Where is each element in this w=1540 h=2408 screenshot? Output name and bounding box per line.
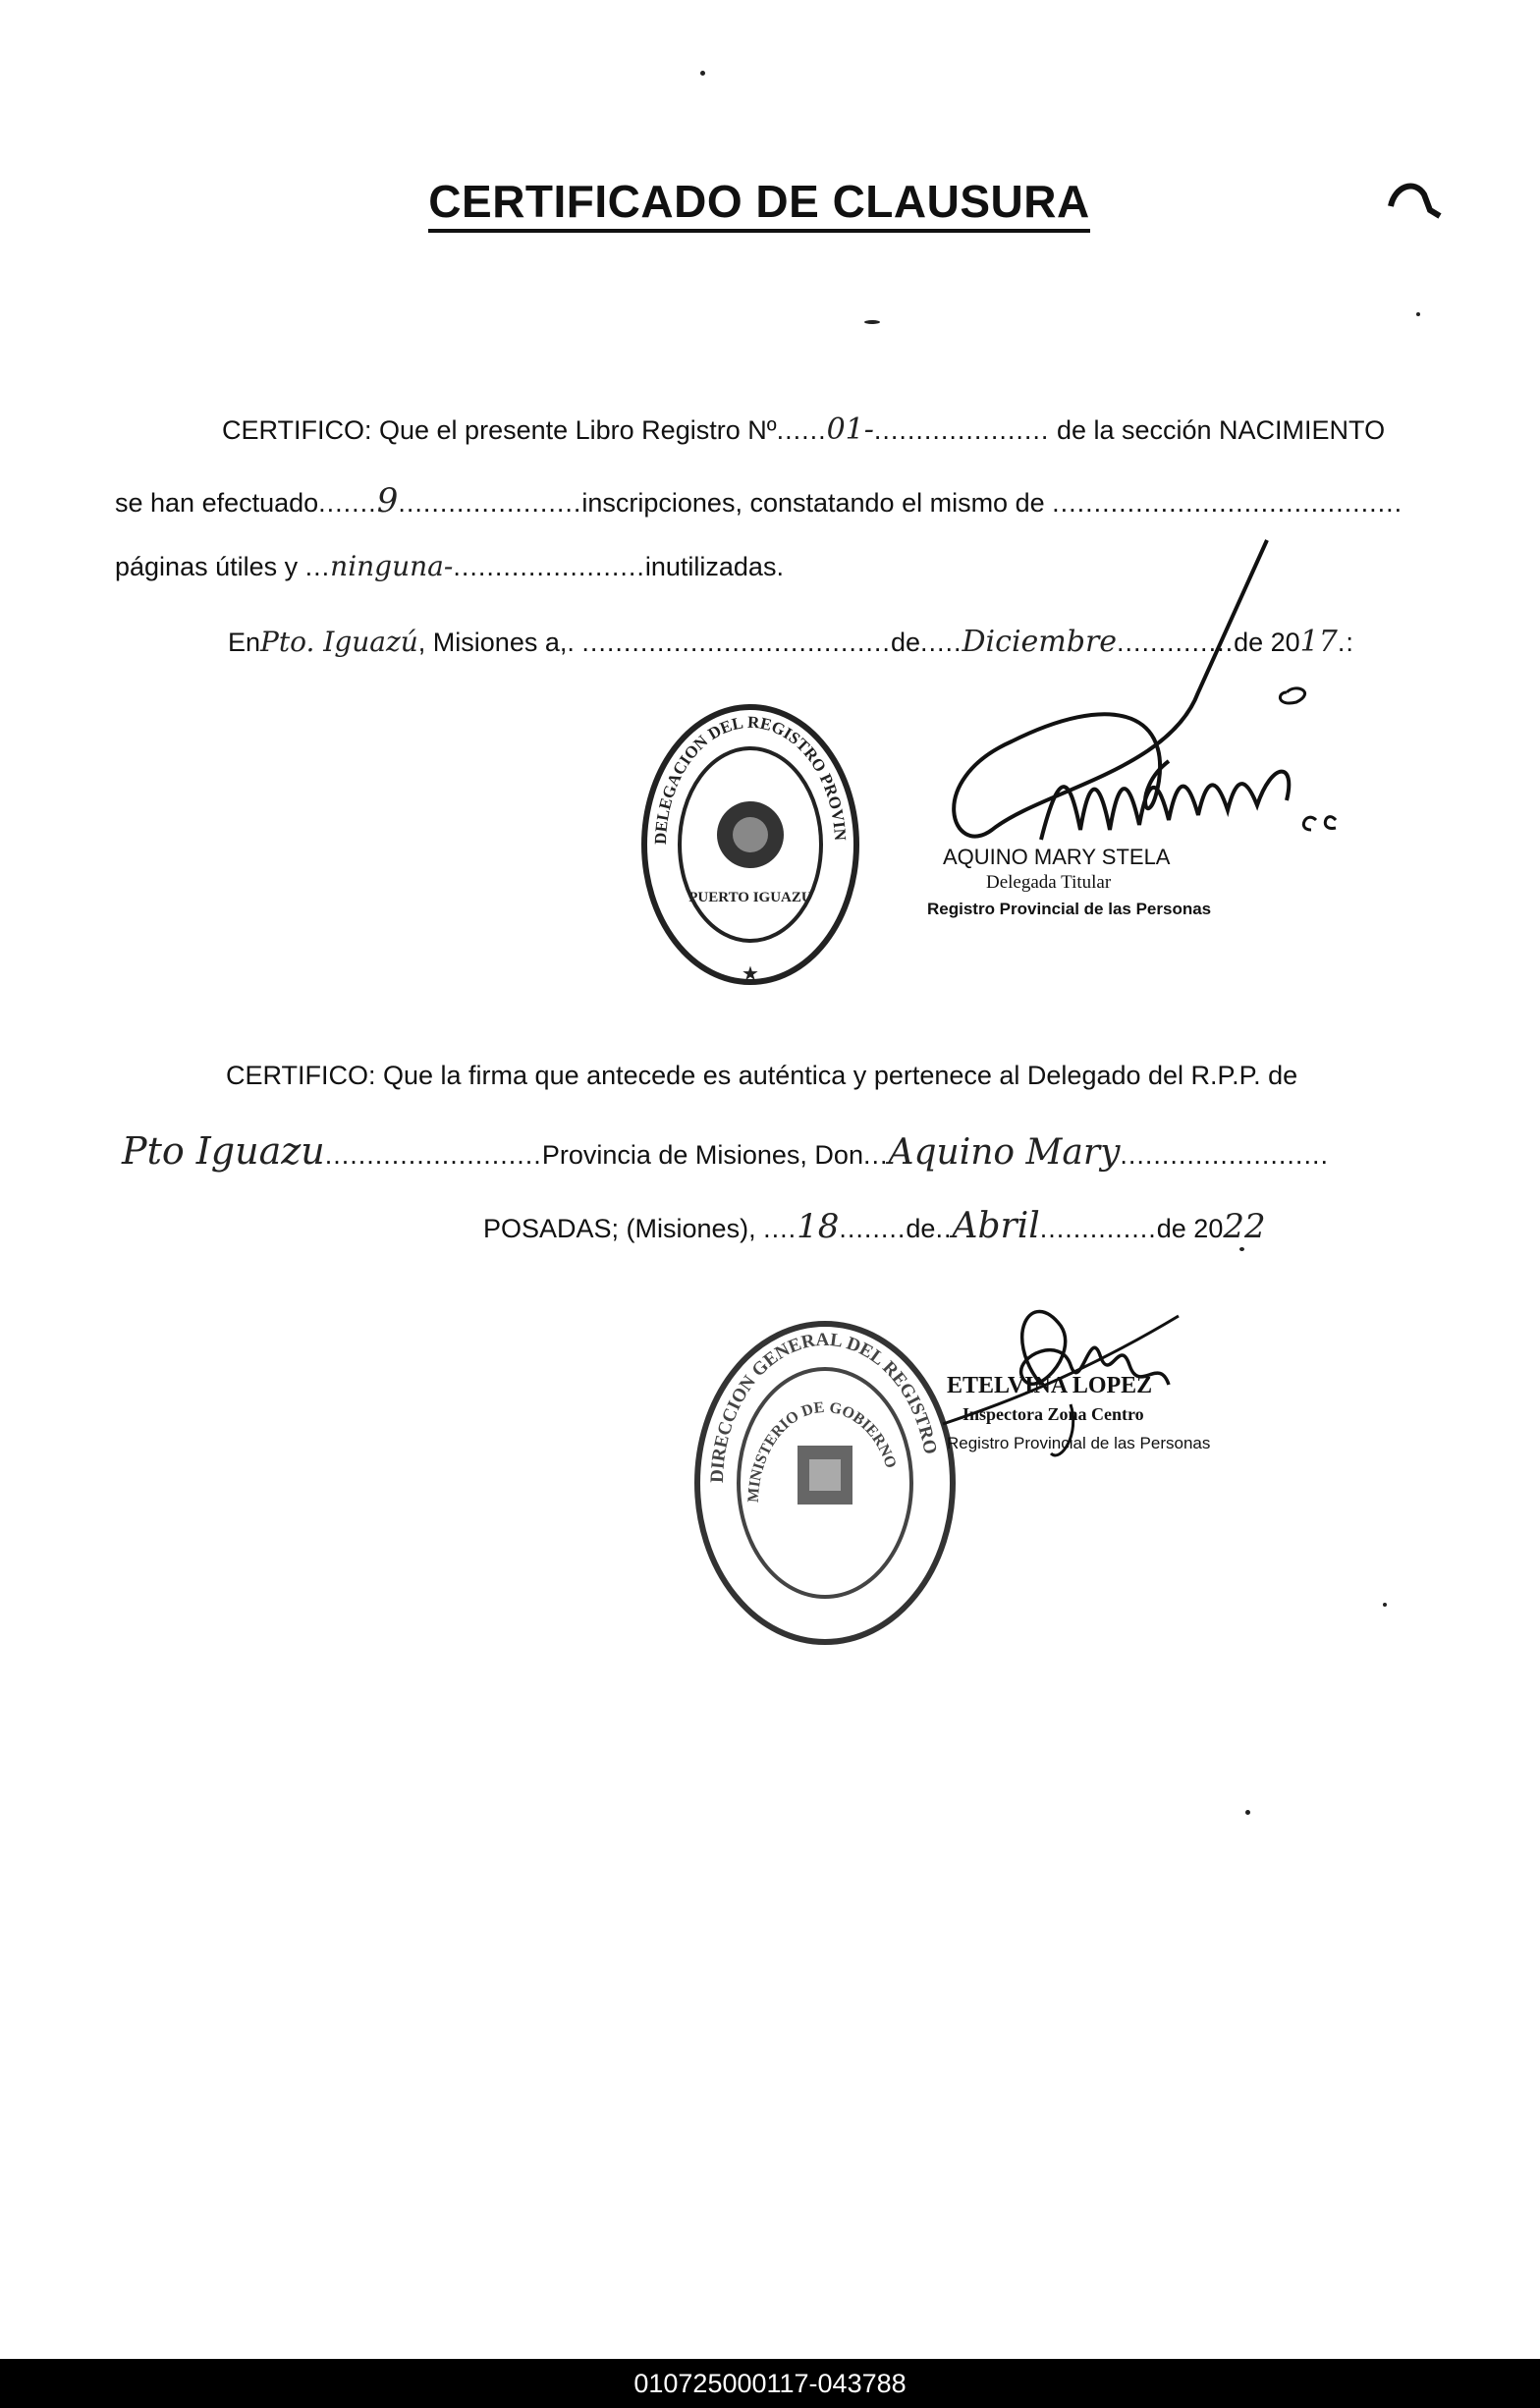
handwritten-registro-number: 01- <box>826 412 874 447</box>
footer-code-bar <box>0 2359 1540 2408</box>
handwritten-inscripciones-count: 9 <box>376 481 399 520</box>
handwritten-place: Pto. Iguazú <box>260 626 418 658</box>
signature2-org: Registro Provincial de las Personas <box>947 1434 1211 1452</box>
stamp2-ring-text: DIRECCION GENERAL DEL REGISTRO <box>706 1329 941 1484</box>
speck <box>1416 312 1420 316</box>
signature-aquino <box>933 535 1355 859</box>
cert2-line1: CERTIFICO: Que la firma que antecede es auténtica y pertenece al Delegado del R.P.P. de <box>226 1061 1298 1090</box>
document-title: CERTIFICADO DE CLAUSURA <box>0 175 1540 228</box>
signature2-name: ETELVINA LOPEZ <box>947 1373 1153 1398</box>
stamp-delegacion <box>630 684 864 994</box>
handwritten-place-2: Pto Iguazu <box>122 1129 325 1173</box>
signature1-name: AQUINO MARY STELA <box>943 845 1171 869</box>
stamp-direccion <box>688 1316 962 1650</box>
signature1-role: Delegada Titular <box>986 872 1112 893</box>
handwritten-year: 17 <box>1299 625 1338 659</box>
svg-text:★: ★ <box>742 963 759 985</box>
stamp2-inner-text: MINISTERIO DE GOBIERNO <box>744 1398 900 1504</box>
speck <box>1383 1603 1387 1607</box>
handwritten-month-2: Abril <box>952 1206 1040 1246</box>
corner-mark <box>1385 177 1444 226</box>
stamp1-inner-text: PUERTO IGUAZU <box>688 890 812 905</box>
cert2-line2: Pto Iguazu..........................Provincia de Misiones, Don...Aquino Mary......................... <box>122 1129 1329 1173</box>
cert1-line2: se han efectuado.......9......................inscripciones, constatando el mismo de .......................................... <box>115 481 1403 520</box>
speck <box>700 71 705 76</box>
handwritten-name: Aquino Mary <box>888 1132 1121 1173</box>
speck <box>1239 1247 1244 1251</box>
cert2-line3: POSADAS; (Misiones), ....18........de..Abril..............de 2022 <box>483 1206 1266 1246</box>
signature1-org: Registro Provincial de las Personas <box>927 900 1212 918</box>
speck <box>864 320 880 324</box>
handwritten-year-2: 22 <box>1223 1207 1266 1246</box>
footer-code: 010725000117-043788 <box>633 2369 907 2398</box>
handwritten-day: 18 <box>797 1207 840 1246</box>
cert1-line1: CERTIFICO: Que el presente Libro Registro Nº......01-..................... de la sección NACIMIENTO <box>222 412 1386 447</box>
cert1-line4: EnPto. Iguazú, Misiones a,. .....................................de.....Diciembre..............de 2017.: <box>228 625 1354 659</box>
signature2-role: Inspectora Zona Centro <box>962 1404 1144 1424</box>
handwritten-inutilizadas: ninguna- <box>330 550 454 582</box>
speck <box>1245 1810 1250 1815</box>
handwritten-month: Diciembre <box>962 625 1118 659</box>
stamp1-ring-text: DELEGACION DEL REGISTRO PROVINCIAL DE LAS PERSONAS <box>630 684 851 846</box>
cert1-line3: páginas útiles y ...ninguna-.......................inutilizadas. <box>115 550 784 582</box>
